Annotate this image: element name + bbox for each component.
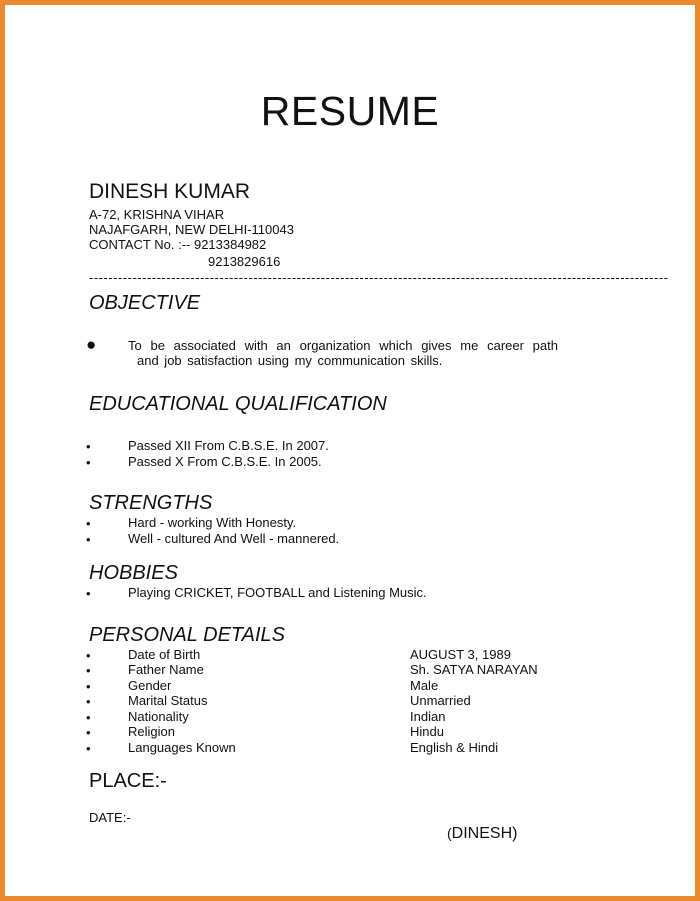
strengths-bullet-2: • [86, 532, 91, 547]
education-bullet-2: • [86, 455, 91, 470]
signature-open-paren: ( [447, 825, 452, 841]
personal-bullet: • [86, 725, 91, 740]
personal-value-dob: AUGUST 3, 1989 [410, 647, 511, 662]
personal-label-gender: Gender [128, 678, 172, 693]
personal-bullet: • [86, 694, 91, 709]
strengths-item-2: Well - cultured And Well - mannered. [128, 531, 340, 546]
personal-label-marital: Marital Status [128, 693, 208, 708]
objective-text-line-1: To be associated with an organization which gives me career path [128, 338, 558, 353]
hobbies-item-1: Playing CRICKET, FOOTBALL and Listening Music. [128, 585, 427, 600]
place-label: PLACE:- [89, 770, 167, 792]
personal-label-father: Father Name [128, 662, 204, 677]
objective-text-line-2: and job satisfaction using my communication skills. [137, 353, 443, 368]
education-item-2: Passed X From C.B.S.E. In 2005. [128, 454, 322, 469]
signature-name [447, 825, 517, 843]
personal-value-father: Sh. SATYA NARAYAN [410, 662, 538, 677]
signature-text: DINESH) [451, 825, 518, 842]
strengths-bullet-1: • [86, 516, 91, 531]
strengths-heading: STRENGTHS [89, 492, 213, 514]
personal-label-languages: Languages Known [128, 740, 236, 755]
personal-bullet: • [86, 679, 91, 694]
personal-bullet: • [86, 710, 91, 725]
personal-label-nationality: Nationality [128, 709, 189, 724]
personal-bullet: • [86, 663, 91, 678]
personal-value-religion: Hindu [410, 724, 444, 739]
personal-details-heading: PERSONAL DETAILS [89, 624, 285, 646]
objective-heading: OBJECTIVE [89, 292, 201, 314]
contact-number-2: 9213829616 [208, 254, 281, 269]
education-item-1: Passed XII From C.B.S.E. In 2007. [128, 438, 329, 453]
candidate-name: DINESH KUMAR [89, 180, 251, 203]
personal-value-nationality: Indian [410, 709, 446, 724]
personal-value-marital: Unmarried [410, 693, 471, 708]
strengths-item-1: Hard - working With Honesty. [128, 515, 297, 530]
personal-label-religion: Religion [128, 724, 175, 739]
objective-bullet: ● [86, 335, 97, 354]
personal-bullet: • [86, 741, 91, 756]
address-line-1: A-72, KRISHNA VIHAR [89, 207, 225, 222]
address-line-2: NAJAFGARH, NEW DELHI-110043 [89, 222, 294, 237]
personal-value-gender: Male [410, 678, 439, 693]
hobbies-heading: HOBBIES [89, 562, 178, 584]
personal-label-dob: Date of Birth [128, 647, 201, 662]
hobbies-bullet-1: • [86, 586, 91, 601]
education-bullet-1: • [86, 439, 91, 454]
divider-line: ------------------------------------------------------------------------------------------------------------------------ [89, 270, 669, 285]
resume-title: RESUME [260, 88, 440, 134]
contact-number: CONTACT No. :-- 9213384982 [89, 237, 267, 252]
personal-bullet: • [86, 648, 91, 663]
personal-value-languages: English & Hindi [410, 740, 499, 755]
education-heading: EDUCATIONAL QUALIFICATION [89, 393, 387, 415]
date-label: DATE:- [89, 810, 131, 825]
